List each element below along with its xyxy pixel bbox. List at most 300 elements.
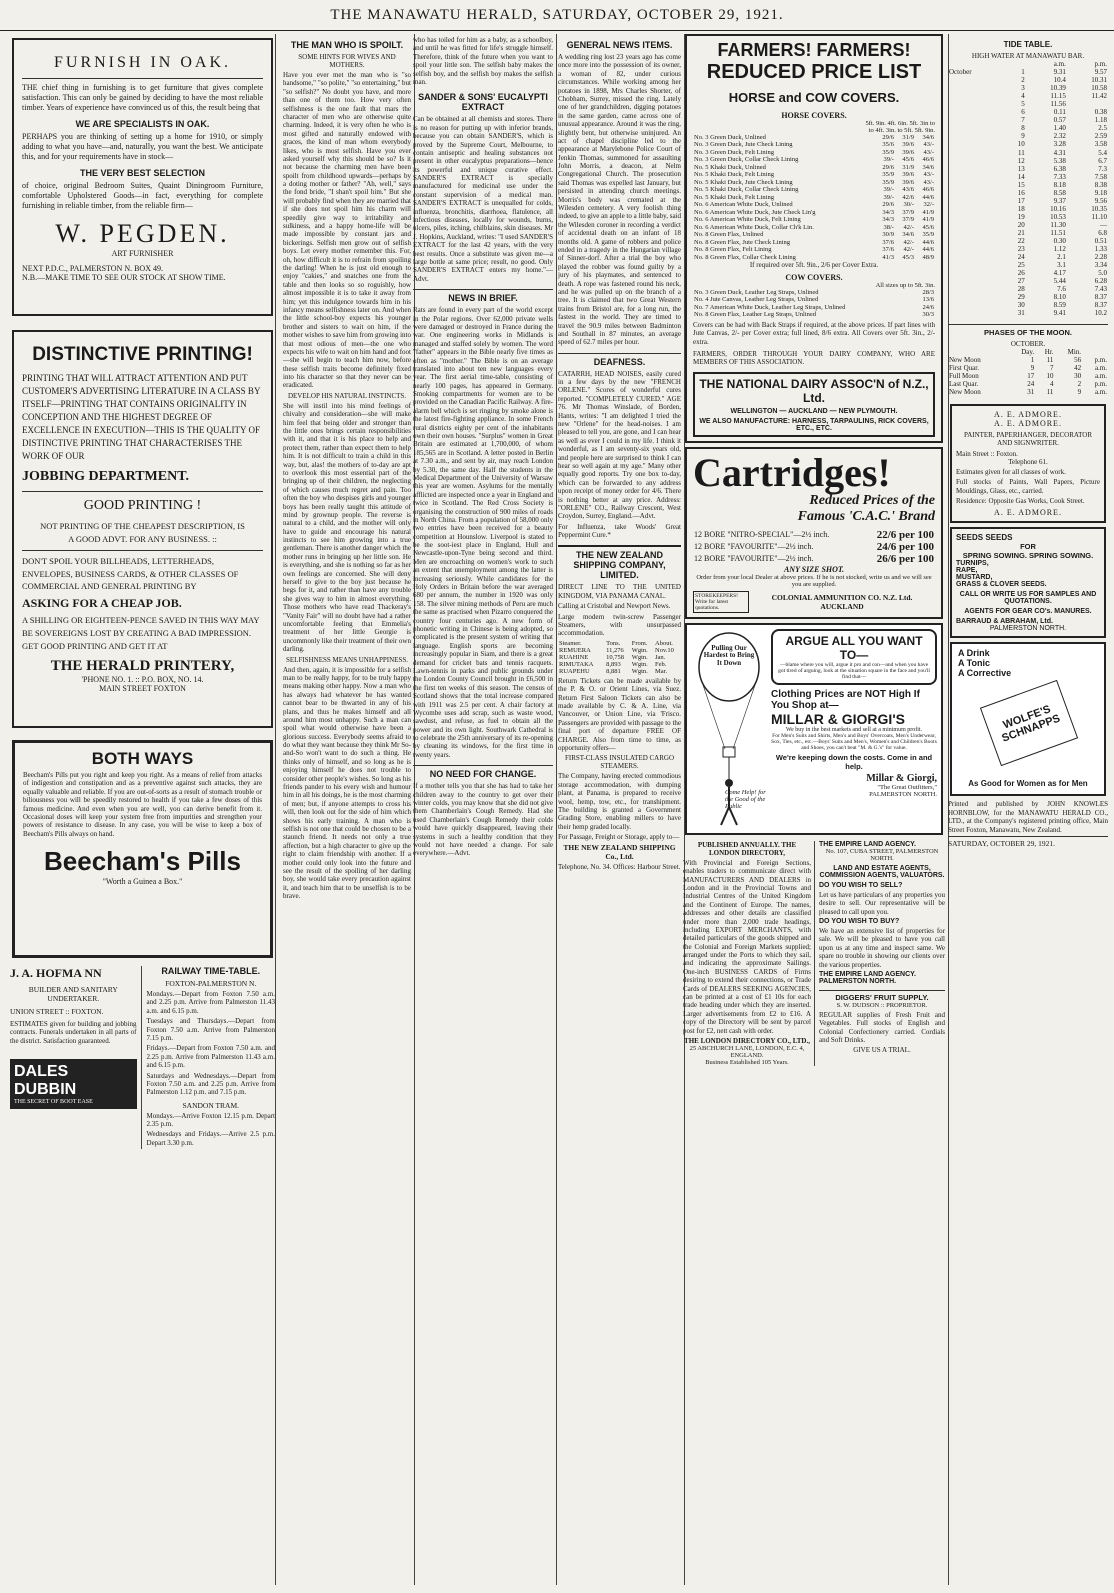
- influenza-note: For Influenza, take Woods' Great Peppermint Cure.*: [558, 522, 681, 540]
- cartridge-type: 12 BORE "FAVOURITE"—2½ inch.: [694, 554, 814, 564]
- both-ways-title: BOTH WAYS: [91, 749, 194, 768]
- seed-item: GRASS & CLOVER SEEDS.: [956, 581, 1047, 589]
- horse-cow-heading: HORSE and COW COVERS.: [728, 90, 900, 105]
- tide-day: 10: [1017, 140, 1025, 149]
- moon-header-blank: [1082, 348, 1108, 356]
- horse-covers-table: [693, 134, 935, 261]
- tide-row: [948, 124, 1108, 132]
- cover-description: No. 8 Green Flax, Collar Check Lining: [694, 253, 796, 261]
- horse-cover-row: [693, 134, 935, 141]
- dairy-ad: [685, 34, 943, 443]
- cover-price: 34/3: [882, 208, 894, 216]
- moon-row: [948, 388, 1108, 396]
- argue-body: —blame where you will, argue it pro and con—and when you have got tired of arguing, look at the situation square in the face and you'll find that—: [778, 661, 930, 680]
- cover-price: 13/6: [922, 296, 934, 304]
- empire-a2: We have an extensive list of properties for sale. We will be pleased to have you call upon us at any time and inspect same. We spare no trouble in showing our clients over the various properties.: [819, 926, 945, 969]
- cover-price: 39/6: [902, 178, 914, 186]
- cover-price: 28/3: [922, 288, 934, 296]
- ship-date: Nov.10: [655, 646, 674, 654]
- ship-name: RUAHINE: [559, 653, 589, 661]
- cover-price: 43/-: [923, 148, 934, 156]
- moon-table: [948, 348, 1108, 396]
- cover-price: 41/3: [882, 253, 894, 261]
- tide-row: [948, 253, 1108, 261]
- ship-tons: 10,758: [606, 653, 624, 661]
- cover-price: 29/6: [882, 201, 894, 209]
- dales-brand: DALES DUBBIN: [14, 1063, 77, 1099]
- spoilt-title: THE MAN WHO IS SPOILT.: [290, 40, 404, 50]
- moon-day: 24: [1027, 379, 1035, 388]
- tide-day: 18: [1017, 204, 1025, 213]
- admore-sign: A. E. ADMORE.: [994, 508, 1062, 518]
- dairy-manufacture: WE ALSO MANUFACTURE: HARNESS, TARPAULINS, RICK COVERS, ETC., ETC.: [699, 417, 929, 432]
- tide-am: 8.10: [1053, 293, 1066, 302]
- cover-price: 41/9: [922, 208, 934, 216]
- cover-description: No. 3 Green Duck, Jute Check Lining: [694, 141, 793, 149]
- tide-am: 0.11: [1053, 108, 1066, 117]
- tide-pm: 6.28: [1094, 277, 1107, 286]
- tide-day: 20: [1017, 220, 1025, 229]
- moon-row: [948, 372, 1108, 380]
- ship-col-header: Steamer.: [559, 639, 582, 647]
- cover-description: No. 3 Green Duck, Unlined: [694, 134, 766, 141]
- hofman-name: J. A. HOFMA NN: [10, 966, 102, 980]
- tide-pm: 11.10: [1091, 212, 1107, 221]
- tide-pm: 6.7: [1098, 156, 1107, 165]
- cover-price: 34/6: [902, 231, 914, 239]
- moon-row: [948, 356, 1108, 364]
- cartridges-company: COLONIAL AMMUNITION CO. N.Z. Ltd.: [771, 592, 913, 602]
- cartridge-row: [693, 541, 935, 553]
- cow-sizes: All sizes up to 5ft. 3in.: [875, 281, 935, 289]
- moon-min: 9: [1077, 387, 1082, 396]
- nz-telephone: Telephone, No. 34. Offices: Harbour Street.: [558, 863, 681, 872]
- tide-am: 5.44: [1053, 277, 1066, 286]
- oak-title: FURNISH IN OAK.: [53, 54, 231, 71]
- tide-day: 5: [1021, 100, 1025, 109]
- cover-description: No. 8 Green Flax, Leather Leg Straps, Unlined: [694, 311, 817, 319]
- seed-item: TURNIPS,: [956, 560, 989, 568]
- tide-month: [948, 181, 1005, 189]
- balloon-help: Come Help! for the Good of the Public: [725, 788, 766, 811]
- cover-price: 42/-: [903, 238, 914, 246]
- millar-giorgi-ad: [685, 623, 943, 835]
- cover-description: No. 4 Jute Canvas, Leather Leg Straps, Unlined: [694, 296, 819, 304]
- tide-row: [948, 92, 1108, 100]
- tide-table: [948, 60, 1108, 318]
- balloon-text: Pulling Our Hardest to Bring It Down: [703, 643, 755, 668]
- moon-phase: New Moon: [949, 355, 981, 364]
- spoilt-body-2: She will instil into his mind feelings of chivalry and consideration—she will make him feel that being older and stronger than the little ones brings certain responsibilities with it, and that it is his place to help and protect them, rather than expect them to help him. It is not difficult to train a child in this way, but, alas! the mothers of to-day are apt to overlook this most essential part of the bringing up of their children, the neglecting of which causes much regret and pain. Too often the boy who despises girls and younger boys has been really taught this attitude of mind by grownup people. The reverse is natural to a child, and the mother will only have to guide and encourage his natural instincts to see him growing into a true gentleman. There is another danger which the mother runs in bringing up her little son. He is everything, and she is nothing so far as her own feelings are concerned. She will deny herself to give to the boy just because he begs for it, and rather than have any trouble she gives way to him in almost everything. Those mothers who have read Thackeray's "Vanity Fair" will no doubt have had a rather uncomfortable feeling that Emmelia's treatment of her little Georgie is uncommonly like their treatment of their own darling.: [283, 401, 411, 654]
- deafness-title: DEAFNESS.: [558, 353, 681, 367]
- tide-am: 3.28: [1053, 140, 1066, 149]
- cartridges-city: AUCKLAND: [820, 601, 864, 611]
- millar-buy: We buy in the best markets and sell at a minimum profit.: [785, 726, 923, 733]
- ship-row: [558, 661, 681, 668]
- tide-month: [948, 165, 1005, 173]
- tide-month: [948, 229, 1005, 237]
- tide-row: [948, 293, 1108, 301]
- horse-cover-row: [693, 171, 935, 178]
- cover-price: 46/6: [922, 156, 934, 164]
- both-ways-body: Beecham's Pills put you right and keep you right. As a means of relief from attacks of indigestion and constipation and as a preventive against such attacks, they are equally valuable and reliable. If you are out-of-sorts as a result of stomach trouble or biliousness you will be speedily restored to health if you take a few doses of this famous medicine. And even when you are well, you can derive benefit from it. Occasional doses will keep your system free from impurities and strengthen your powers of resistance to disease. In any case, you will be wise to keep a box of Beecham's Pills always on hand.: [23, 771, 262, 838]
- horse-covers-title: HORSE COVERS.: [781, 111, 847, 120]
- horse-note: If required over 5ft. 9in., 2/6 per Cover Extra.: [749, 260, 879, 269]
- tide-day: 21: [1017, 228, 1025, 237]
- pegden-ad: [12, 38, 273, 316]
- ship-from: Wgtn.: [631, 646, 648, 654]
- wolfe-brand: WOLFE'S SCHNAPPS: [1000, 703, 1062, 746]
- cover-price: 44/6: [922, 193, 934, 201]
- millar-name: MILLAR & GIORGI'S: [771, 710, 905, 727]
- tide-month: [948, 189, 1005, 197]
- cover-price: 39/6: [902, 141, 914, 149]
- tide-am: 0.57: [1053, 116, 1066, 125]
- ship-tons: 8,893: [606, 660, 621, 668]
- nz-shipping-title: THE NEW ZEALAND SHIPPING COMPANY, LIMITED.: [558, 545, 681, 580]
- moon-hour: 7: [1049, 363, 1054, 372]
- spoilt-sub2: DEVELOP HIS NATURAL INSTINCTS.: [287, 391, 407, 400]
- tide-row: [948, 197, 1108, 205]
- oak-best: THE VERY BEST SELECTION: [79, 168, 206, 178]
- admore-address: Main Street :: Foxton.: [956, 449, 1018, 458]
- cover-description: No. 3 Green Duck, Leather Leg Straps, Unlined: [694, 288, 819, 296]
- horse-cover-row: [693, 179, 935, 186]
- seeds-for: FOR: [1020, 542, 1036, 552]
- ship-col-header: About.: [655, 639, 673, 647]
- dont-spoil-body: DON'T SPOIL YOUR BILLHEADS, LETTERHEADS, ENVELOPES, BUSINESS CARDS, & OTHER CLASSES OF COMMERCIAL AND GENERAL PRINTING BY: [22, 555, 239, 592]
- asking-cheap-job: ASKING FOR A CHEAP JOB.: [22, 596, 182, 611]
- cover-price: 34/6: [922, 134, 934, 141]
- tide-pm: 1.33: [1094, 245, 1107, 254]
- nz-cargo-body: The Company, having erected commodious storage accommodation, with dumping plant, at Panama, is prepared to receive wool, hemp, tow, etc., for transhipment. The building is granted a Government Grading Store, enabling millers to have their hemp graded locally.: [558, 772, 681, 831]
- cover-price: 35/9: [882, 171, 894, 179]
- spoilt-subtitle: SOME HINTS FOR WIVES AND MOTHERS.: [298, 53, 396, 69]
- cover-price: 44/6: [922, 238, 934, 246]
- tide-row: [948, 173, 1108, 181]
- wolfe-schnapps-ad: [950, 642, 1106, 796]
- railway-title: RAILWAY TIME-TABLE.: [161, 966, 261, 976]
- pegden-address: NEXT P.D.C., PALMERSTON N. BOX 49.: [22, 264, 163, 273]
- ship-col-header: From.: [631, 639, 648, 647]
- barraud-name: BARRAUD & ABRAHAM, Ltd.: [956, 618, 1053, 626]
- admore-role: PAINTER, PAPERHANGER, DECORATOR AND SIGNWRITER.: [963, 430, 1093, 447]
- empire-q2: DO YOU WISH TO BUY?: [819, 917, 900, 925]
- tide-month: [948, 84, 1005, 92]
- tide-am: 8.18: [1053, 180, 1066, 189]
- tide-month: [948, 237, 1005, 245]
- cow-note: Covers can be had with Back Straps if required, at the above prices. If part lines with Jute Canvas, 2/- per Cover extra; full lined, 8/6 extra. All Covers over 5ft. 3in., 2/- extra.: [693, 320, 935, 346]
- tide-day: 29: [1017, 293, 1025, 302]
- tide-month: [948, 124, 1005, 132]
- moon-min: 30: [1074, 371, 1082, 380]
- tide-day: 4: [1021, 92, 1025, 101]
- cover-price: 24/6: [922, 303, 934, 311]
- tide-month: [948, 269, 1005, 277]
- balloon-illustration: [689, 629, 769, 834]
- moon-phase: Last Quar.: [949, 379, 979, 388]
- cartridges-table: [693, 529, 935, 565]
- tide-day: 6: [1021, 108, 1025, 117]
- beecham-brand: Beecham's Pills: [44, 846, 241, 877]
- hofman-ad: [10, 966, 142, 1149]
- tide-row: [948, 309, 1108, 317]
- column-3: [410, 34, 557, 1585]
- column-1: [10, 34, 276, 1585]
- tide-row: [948, 181, 1108, 189]
- horse-cover-row: [693, 186, 935, 193]
- tide-day: 3: [1021, 84, 1025, 93]
- empire-a1: Let us have particulars of any properties you desire to sell. Our representative will be pleased to call upon you.: [819, 890, 945, 916]
- tide-pm: 3.58: [1094, 140, 1107, 149]
- cover-price: 31/9: [902, 134, 914, 141]
- nz-shipping-intro: Large modern twin-screw Passenger Steamers, with unsurpassed accommodation.: [558, 612, 681, 638]
- ship-name: RUAPEHU: [559, 667, 590, 675]
- nz-shipping-line: DIRECT LINE TO THE UNITED KINGDOM, VIA PANAMA CANAL.: [558, 583, 681, 600]
- tide-day: 19: [1017, 212, 1025, 221]
- moon-col-header: Day.: [1021, 347, 1035, 356]
- price-list-heading: REDUCED PRICE LIST: [706, 61, 922, 83]
- tide-row: [948, 221, 1108, 229]
- ship-date: Feb.: [655, 660, 667, 668]
- tide-month: [948, 293, 1005, 301]
- tide-month: [948, 309, 1005, 317]
- tide-day: 16: [1017, 188, 1025, 197]
- cover-price: 45/6: [902, 156, 914, 164]
- tide-month: [948, 149, 1005, 157]
- cover-price: 48/9: [922, 253, 934, 261]
- moon-day: 31: [1027, 387, 1035, 396]
- tide-am: 3.1: [1057, 261, 1066, 270]
- tide-header-row: [948, 60, 1108, 68]
- cover-price: 43/-: [923, 178, 934, 186]
- spoilt-sub3: SELFISHNESS MEANS UNHAPPINESS.: [286, 655, 408, 664]
- tide-pm: [1067, 100, 1108, 108]
- cow-cover-row: [693, 289, 935, 296]
- moon-row: [948, 364, 1108, 372]
- horse-cover-row: [693, 239, 935, 246]
- tide-pm: 8.37: [1094, 293, 1107, 302]
- cartridge-row: [693, 553, 935, 565]
- farmers-order: FARMERS, ORDER THROUGH YOUR DAIRY COMPANY, WHO ARE MEMBERS OF THIS ASSOCIATION.: [693, 350, 935, 367]
- hofman-address: UNION STREET :: FOXTON.: [10, 1007, 104, 1016]
- tide-am: 6.38: [1053, 164, 1066, 173]
- tide-pm: —: [1100, 220, 1107, 229]
- bottom-row: [10, 966, 275, 1149]
- no-change-body: If a mother tells you that she has had to take her children away to the country to get over their winter colds, you may know that she did not give them Chamberlain's Cough Remedy. Had she used Chamberlain's Cough Remedy their colds would have quickly disappeared, leaving their systems in such a healthy condition that they would not have needed a change. For sale everywhere.—Advt.: [413, 782, 553, 858]
- cartridges-sub-1: Reduced Prices of the: [809, 492, 935, 508]
- tide-row: [948, 277, 1108, 285]
- railway-line: Fridays.—Depart from Foxton 7.50 a.m. and 2.25 p.m. Arrive from Palmerston 11.43 a.m. and 6.15 p.m.: [146, 1044, 275, 1070]
- horse-cover-row: [693, 156, 935, 163]
- cartridge-price: 26/6 per 100: [876, 552, 934, 565]
- empire-title: THE EMPIRE LAND AGENCY.: [819, 840, 916, 848]
- ship-date: Jan.: [655, 653, 666, 661]
- cover-price: 32/-: [923, 201, 934, 209]
- cover-price: 39/-: [883, 193, 894, 201]
- cover-description: No. 5 Khaki Duck, Collar Check Lining: [694, 186, 799, 194]
- tide-am: 10.53: [1050, 212, 1066, 221]
- empire-q1: DO YOU WISH TO SELL?: [819, 881, 903, 889]
- tide-day: 23: [1017, 245, 1025, 254]
- horse-sizes-1: 5ft. 9in. 4ft. 6in. 5ft. 3in to: [865, 120, 935, 127]
- herald-printery: THE HERALD PRINTERY,: [50, 658, 235, 675]
- cover-price: 35/9: [882, 178, 894, 186]
- tide-month: [948, 245, 1005, 253]
- argue-block: [771, 629, 937, 798]
- tide-day: 31: [1017, 309, 1025, 318]
- tide-day: 26: [1017, 269, 1025, 278]
- sandon-title: SANDON TRAM.: [182, 1100, 240, 1110]
- tide-header-blank: [1005, 60, 1026, 68]
- ship-from: Wgtn.: [631, 667, 648, 675]
- tide-day: 12: [1017, 156, 1025, 165]
- directory-address: 25 ABCHURCH LANE, LONDON, E.C. 4, ENGLAND.: [689, 1045, 805, 1059]
- cover-price: 45/3: [902, 253, 914, 261]
- general-news-title: GENERAL NEWS ITEMS.: [566, 40, 673, 50]
- news-brief-body: Rats are found in every part of the world except in the Polar regions. Over 62,000 private wells were damaged or destroyed in France during the war. One engineering works in Midlands is managed and staffed solely by women. The word "father" appears in the Bible nearly five times as often as "mother." The Bible is on an average translated into about ten new languages every year. The first aerial time-table, consisting of nearly 100 pages, has appeared in Germany. Smoking compartments for women are to be provided on the Canadian Pacific Railway. A fire-alarm bell which is set ringing by smoke alone is the latest fire-fighting appliance. In some French rural districts eighty per cent of the inhabitants own their own houses. "Surplus" women in Great Britain are estimated at 1,700,000, of whom 185,565 are in Scotland. A letter posted in Berlin at 7.30 a.m., and sent by air, may reach London by 5.30, the same day. Half the students in the Medical Department of the University of Warsaw this year are women. Asylums for the mentally afflicted are inspected once a year in England and twice in Scotland. The Red Cross Society is organising the construction of 900 miles of roads in North China. From a population of 58,000 only two entries have been received for a beauty competition at Hounslow. Liverpool is stated to be the soot-iest place in England, Hull and Newcastle-upon-Tyne being second and third. Men are encroaching on women's work to such an extent that unemployment among the latter is increasing seriously. While candidates for the Holy Orders in Britain before the war averaged 680 per annum, the number in 1920 was only 158. The silver mining methods of Peru are much the same as practised when Pizarro conquered the country four centuries ago. A new form of phonetic writing in Chinese is being adopted, so complicated is the present system of writing that language. English sports are becoming increasingly popular in Siam, and there is a great demand for cricket bats and tennis racquets. Lawn-tennis in parks and public grounds under the London County Council brought in £6,500 in the first ten weeks of this season. The census of Scotland shows that the total increase compared with 1911 was 2.5 per cent. A chair factory at Wycombe uses add scrap, such as waste wood, sawdust, and refuse, as fuel to obtain all the power and its own light. Southwark Cathedral is to celebrate the 25th anniversary of its re-opening by cleaning its windows, for the first time in twenty years.: [413, 306, 553, 759]
- cover-price: 39/6: [902, 171, 914, 179]
- tide-am: 8.59: [1053, 301, 1066, 310]
- cartridges-order: Order from your local Dealer at above prices. If he is not stocked, write us and we will see you are supplied.: [696, 573, 932, 588]
- directory-established: Business Established 105 Years.: [705, 1059, 789, 1066]
- tide-month: [948, 76, 1005, 84]
- masthead: THE MANAWATU HERALD, SATURDAY, OCTOBER 29, 1921.: [0, 0, 1114, 31]
- diggers-trial: GIVE US A TRIAL.: [853, 1046, 911, 1055]
- cartridge-type: 12 BORE "FAVOURITE"—2½ inch.: [694, 542, 814, 552]
- tide-pm: 8.38: [1094, 180, 1107, 189]
- nz-cargo-title: FIRST-CLASS INSULATED CARGO STEAMERS.: [564, 754, 675, 771]
- sandon-line: Mondays.—Arrive Foxton 12.15 p.m. Depart 2.35 p.m.: [146, 1111, 275, 1129]
- cow-cover-row: [693, 311, 935, 318]
- tide-am: 2.32: [1053, 132, 1066, 141]
- printing-ad: [12, 330, 273, 728]
- beecham-tagline: "Worth a Guinea a Box.": [102, 877, 183, 887]
- admore-residence: Residence: Opposite Gas Works, Cook Street.: [956, 496, 1085, 505]
- tide-pm: 9.18: [1094, 188, 1107, 197]
- ship-tons: 11,276: [606, 646, 624, 654]
- tide-pm: 6.8: [1098, 228, 1107, 237]
- moon-hour: 4: [1049, 379, 1054, 388]
- tide-am: 10.39: [1050, 84, 1066, 93]
- cover-price: 44/6: [922, 246, 934, 254]
- nz-company: THE NEW ZEALAND SHIPPING Co., Ltd.: [563, 843, 676, 862]
- tide-month: October: [949, 68, 972, 77]
- admore-title: A. E. ADMORE.: [994, 409, 1062, 419]
- seeds-title: SEEDS SEEDS: [956, 533, 1013, 543]
- printing-body: PRINTING THAT WILL ATTRACT ATTENTION AND PUT CUSTOMER'S ADVERTISING LITERATURE IN A CLASS BY ITSELF—PRINTING THAT CONTAINS ORIGINALITY IN CONCEPTION AND THE HIGHEST DEGREE OF EXCELLENCE IN EXECUTION—THIS IS THE QUALITY OF DISTINCTIVE PRINTING THAT CHARACTERISES THE WORK OF OUR: [22, 373, 261, 462]
- railway-route: FOXTON-PALMERSTON N.: [165, 979, 257, 988]
- ship-row: [558, 668, 681, 675]
- empire-sub: LAND AND ESTATE AGENTS, COMMISSION AGENTS, VALUATORS.: [819, 864, 945, 879]
- horse-cover-row: [693, 164, 935, 171]
- cover-description: No. 5 Khaki Duck, Jute Check Lining: [694, 178, 793, 186]
- tide-day: 9: [1021, 132, 1025, 141]
- railway-line: Saturdays and Wednesdays.—Depart from Foxton 7.50 a.m. and 2.25 p.m. Arrive from Palmerston 1.12 p.m. and 7.15 p.m.: [146, 1071, 275, 1097]
- empire-address: No. 107, CUBA STREET, PALMERSTON NORTH.: [825, 847, 939, 862]
- moon-min: 42: [1074, 363, 1082, 372]
- herald-address: MAIN STREET FOXTON: [99, 684, 186, 694]
- dateline: SATURDAY, OCTOBER 29, 1921.: [948, 836, 1108, 848]
- cover-price: 35/9: [922, 231, 934, 239]
- millar-signature: Millar & Giorgi,: [866, 772, 937, 784]
- cover-price: 30/-: [903, 201, 914, 209]
- tide-row: [948, 189, 1108, 197]
- dales-sub: THE SECRET OF BOOT EASE: [14, 1099, 93, 1106]
- tide-am: 9.31: [1053, 68, 1066, 77]
- asking-body: A SHILLING OR EIGHTEEN-PENCE SAVED IN THIS WAY MAY BE SOVEREIGNS LOST BY CREATING A BAD IMPRESSION. GET GOOD PRINTING AND GET IT AT: [22, 615, 260, 651]
- tide-row: [948, 285, 1108, 293]
- moon-hour: 11: [1046, 387, 1054, 396]
- horse-cover-row: [693, 149, 935, 156]
- tide-day: 22: [1017, 237, 1025, 246]
- cover-price: 30/3: [922, 311, 934, 319]
- cover-description: No. 5 Khaki Duck, Felt Lining: [694, 193, 774, 201]
- cartridge-type: 12 BORE "NITRO-SPECIAL"—2½ inch.: [694, 530, 830, 540]
- hofman-body: ESTIMATES given for building and jobbing contracts. Funerals undertaken in all parts of the district. Satisfaction guaranteed.: [10, 1020, 137, 1045]
- horse-cover-row: [693, 216, 935, 223]
- millar-city: PALMERSTON NORTH.: [869, 790, 937, 798]
- hofman-role: BUILDER AND SANITARY UNDERTAKER.: [28, 985, 118, 1003]
- spoilt-body: Have you ever met the man who is "so handsome," "so polite," "so entertaining," but "so selfish?" No doubt you have, and more than one of them too. How very often selfishness is the one fault that mars the character of men who are otherwise quite charming. Indeed, it is very often he who is most gifted and naturally endowed with graces, the kind of man whom everybody likes, who is most selfish. Have you ever asked yourself why this should be so? Is it not because the charming men have been spoilt from childhood upwards—perhaps by a doting mother or father? "Ah, well," says the fond bride, "I shan't spoil him." But she will probably find when they are married that if she does not spoil him his charm will speedily give way to irritability and sulkiness, and a happy home-life will be made impossible by constant jars and bickerings. Selfish men grow out of selfish boys. Let every mother remember this. For, oh, how difficult it is to refrain from spoiling the darling! When he is just old enough to enjoy "cakies," and snatches one from the table and then looks so so roguishly, how almost impossible it is to take it away from him; yet this indulgence towards him in his infancy means selfishness later on. And when the little school-boy expects his younger brother and sisters to wait on him, if the mother wishes to save him from growing into that most odious of men—the one who expects his wife to wait on him hand and foot—she will begin to teach him now, before these selfish traits become definitely fixed into his character so that they never can be eradicated.: [283, 71, 411, 390]
- directory-body: With Provincial and Foreign Sections, enables traders to communicate direct with MANUFACTURERS AND DEALERS in London and in the Provincial Towns and Industrial Centres of the United Kingdom and the Continent of Europe. The names, addresses and other details are classified under more than 2,000 trade headings, including EXPORT MERCHANTS, with detailed particulars of the goods shipped and the Colonial and Foreign Markets supplied; arranged under the Ports to which they sail, and indicating the approximate Sailings. One-inch BUSINESS CARDS of Firms desiring to extend their connections, or Trade Cards of DEALERS SEEKING AGENCIES, can be printed at a cost of £1 10s for each trade heading under which they are inserted. Larger advertisements from £2 to £16. A copy of the Directory will be sent by parcel post for £2, nett cash with order.: [683, 858, 811, 1035]
- cover-description: No. 7 American White Duck, Leather Leg Straps, Unlined: [694, 303, 846, 311]
- tide-day: 30: [1017, 301, 1025, 310]
- tide-row: [948, 229, 1108, 237]
- tide-month: [948, 108, 1005, 116]
- seeds-spring: SPRING SOWING. SPRING SOWING.: [962, 551, 1094, 561]
- general-news-body: A wedding ring lost 23 years ago has come once more into the possession of its owner, a woman of 82, under curious circumstances. While working among her potatoes in 1898, Mrs Charles Shorter, of Chobham, Surrey, missed the ring. Lately one of her grandchildren, digging potatoes in the same garden, came across one of unusual appearance. Around it was the ring, slightly bent, but otherwise uninjured. An act of chapel discipline led to the appearance at Marylebone Police Court of Jenkin Thomas, summoned for assaulting John Morris, a deacon, at Nelm Congregational Church. The prosecution said Thomas was expelled last January, but persisted in attending church meetings. Morris's body was cremated at the Wilesden cemetery. A very foolish thing indeed, to give an apple to a little baby, said the Wilesden coroner in recording a verdict of accidental death on an infant of 18 months old. A game of robbers and police ended in a tragedy in the Hungarian village of Sinner-dorf. After a trial the boy who played the robber was found guilty by a jury of his playmates, and sentenced to death. A rope was fastened round his neck, and he was pulled up on the branch of a tree. It is claimed that two Great Western trains from Bristol are, for a long run, the fastest in the world. They are timed to travel the 90.9 miles between Badminton and Southall in 87 minutes, an average speed of 62.7 miles per hour.: [558, 53, 681, 347]
- tide-row: [948, 108, 1108, 116]
- horse-cover-row: [693, 209, 935, 216]
- cover-price: 43/6: [902, 186, 914, 194]
- moon-phase: New Moon: [949, 387, 981, 396]
- tide-day: 11: [1017, 148, 1025, 157]
- tide-pm: 2.28: [1094, 253, 1107, 262]
- seeds-agents: AGENTS FOR GEAR CO's. MANURES.: [964, 608, 1092, 616]
- horse-cover-row: [693, 254, 935, 261]
- moon-hour: 10: [1046, 371, 1054, 380]
- printed-by: Printed and published by JOHN KNOWLES HORNBLOW, for the MANAWATU HERALD CO., LTD., at the Company's registered printing office, Main Street Foxton, Manawatu, New Zealand.: [948, 800, 1108, 834]
- moon-day: 17: [1027, 371, 1035, 380]
- tide-day: 14: [1017, 172, 1025, 181]
- tide-month: [948, 213, 1005, 221]
- tide-day: 1: [1021, 68, 1025, 77]
- storekeepers-box: STOREKEEPERS! Write for latest quotations.: [693, 591, 749, 613]
- oak-body-3: of choice, original Bedroom Suites, Quaint Diningroom Furniture, comfortable Upholstered Goods—in fact, everything for complete furnishing in reliable timber, from the reliable firm—: [22, 181, 263, 210]
- tide-month: [948, 277, 1005, 285]
- cover-price: 42/-: [903, 246, 914, 254]
- tide-day: 15: [1017, 180, 1025, 189]
- cow-covers-title: COW COVERS.: [785, 272, 843, 282]
- moon-title: PHASES OF THE MOON.: [948, 324, 1108, 337]
- tide-am: 4.31: [1053, 148, 1066, 157]
- tide-month: [948, 221, 1005, 229]
- moon-ampm: p.m.: [1094, 355, 1107, 364]
- tide-month: [948, 197, 1005, 205]
- sanders-title: SANDER & SONS' EUCALYPTI EXTRACT: [418, 92, 548, 113]
- tide-row: [948, 68, 1108, 76]
- moon-header-row: [948, 348, 1108, 356]
- diggers-proprietor: S. W. DUDSON :: PROPRIETOR.: [836, 1001, 928, 1009]
- deafness-body: CATARRH, HEAD NOISES, easily cured in a few days by the new "FRENCH ORLENE." Scores of wonderful cures reported. "COMPLETELY CURED." AGE 76. Mr Thomas Winslade, of Borden, Hants, writes: "I am delighted I tried the new "Orlene" for the head-noises. I am pleased to tell you, are gone, and I can hear as well as ever I could in my life. I think it wonderful, as I am seventy-six years old, and people here are surprised to think I can hear so well again at my age." Many other equally good reports. Try one box to-day, which can be forwarded to any address upon receipt of money order for 4/6. There is nothing better at any price. Address: "ORLENE" CO., Railway Crescent, West Croydon, Surrey, England.—Advt.: [558, 369, 681, 521]
- tide-pm: 3.34: [1094, 261, 1107, 270]
- no-change-title: NO NEED FOR CHANGE.: [413, 765, 553, 779]
- cover-price: 45/6: [922, 223, 934, 231]
- cartridges-size: ANY SIZE SHOT.: [783, 564, 845, 574]
- moon-ampm: p.m.: [1094, 379, 1107, 388]
- cover-price: 38/-: [883, 223, 894, 231]
